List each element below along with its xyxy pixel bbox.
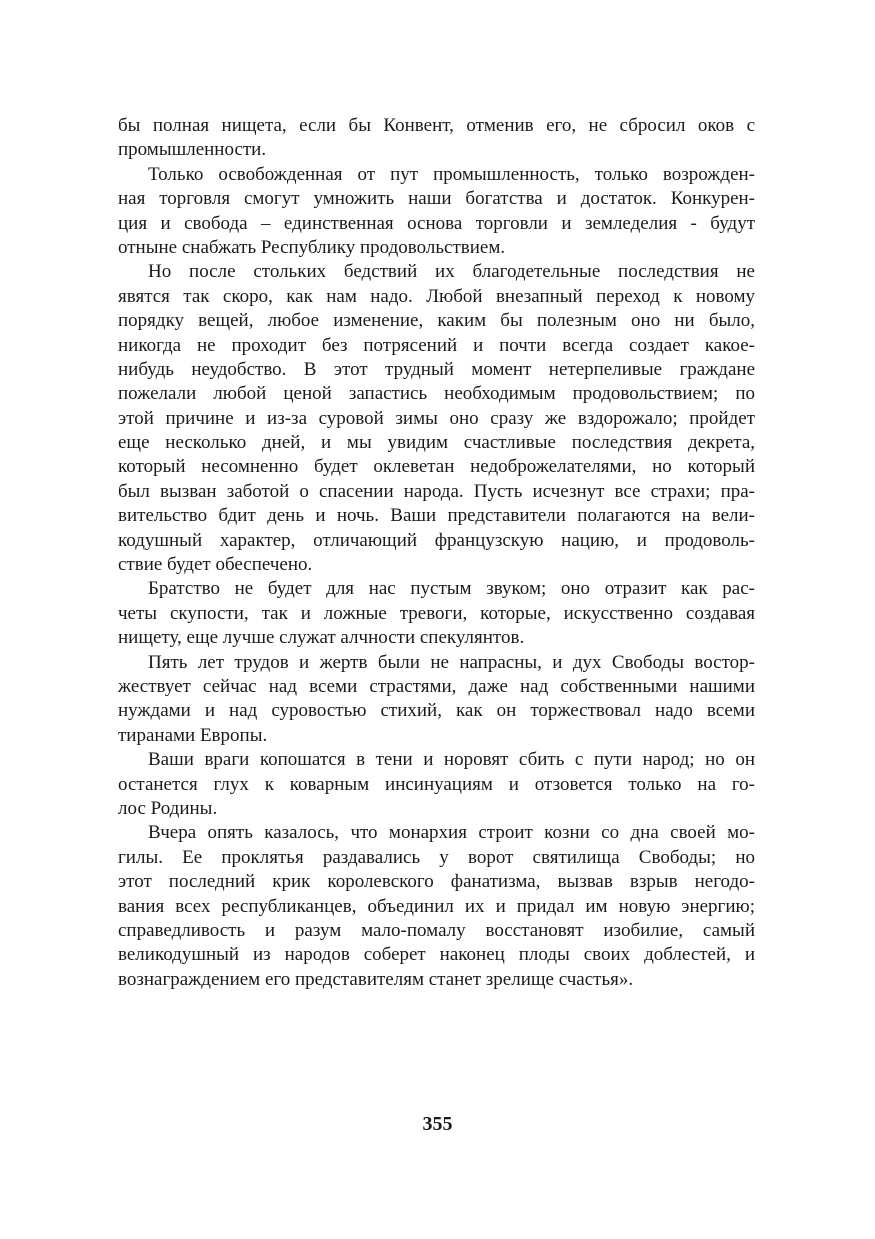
text-line: явятся так скоро, как нам надо. Любой внезапный переход к новому bbox=[118, 285, 755, 307]
text-line: Вчера опять казалось, что монархия строит козни со дна своей мо- bbox=[148, 822, 755, 844]
text-line: этой причине и из-за суровой зимы оно сразу же вздорожало; пройдет bbox=[118, 407, 755, 429]
text-line: четы скупости, так и ложные тревоги, которые, искусственно создавая bbox=[118, 602, 755, 624]
paragraph bbox=[118, 651, 755, 749]
text-line: который несомненно будет оклеветан недоброжелателями, но который bbox=[118, 456, 755, 478]
text-line: никогда не проходит без потрясений и почти всегда создает какое- bbox=[118, 334, 755, 356]
text-line: тиранами Европы. bbox=[118, 724, 268, 746]
text-line: этот последний крик королевского фанатизма, вызвав взрыв негодо- bbox=[118, 871, 755, 893]
text-line: нибудь неудобство. В этот трудный момент нетерпеливые граждане bbox=[118, 358, 755, 380]
text-line: промышленности. bbox=[118, 139, 267, 161]
text-line: останется глух к коварным инсинуациям и отзовется только на го- bbox=[118, 773, 755, 795]
paragraph bbox=[118, 577, 755, 650]
text-line: великодушный из народов соберет наконец плоды своих доблестей, и bbox=[118, 944, 755, 966]
paragraph bbox=[118, 748, 755, 821]
text-line: лос Родины. bbox=[118, 797, 218, 819]
text-line: вознаграждением его представителям станет зрелище счастья». bbox=[118, 968, 634, 990]
text-line: нуждами и над суровостью стихий, как он торжествовал надо всеми bbox=[118, 700, 755, 722]
text-line: жествует сейчас над всеми страстями, даже над собственными нашими bbox=[118, 675, 755, 697]
text-line: ствие будет обеспечено. bbox=[118, 554, 313, 576]
text-line: был вызван заботой о спасении народа. Пусть исчезнут все страхи; пра- bbox=[118, 480, 755, 502]
paragraph bbox=[118, 260, 755, 577]
text-line: ная торговля смогут умножить наши богатства и достаток. Конкурен- bbox=[118, 188, 755, 210]
text-line: бы полная нищета, если бы Конвент, отменив его, не сбросил оков с bbox=[118, 115, 755, 136]
text-line: вания всех республиканцев, объединил их и придал им новую энергию; bbox=[118, 895, 755, 917]
text-line: порядку вещей, любое изменение, каким бы полезным оно ни было, bbox=[118, 310, 755, 332]
text-line: Пять лет трудов и жертв были не напрасны, и дух Свободы востор- bbox=[148, 651, 755, 673]
text-line: Братство не будет для нас пустым звуком; оно отразит как рас- bbox=[148, 578, 755, 600]
paragraph bbox=[118, 114, 755, 163]
text-line: справедливость и разум мало-помалу восстановят изобилие, самый bbox=[118, 919, 755, 941]
text-line: отныне снабжать Республику продовольствием. bbox=[118, 236, 506, 258]
paragraph bbox=[118, 163, 755, 261]
text-line: Ваши враги копошатся в тени и норовят сбить с пути народ; но он bbox=[148, 749, 755, 771]
text-line: Но после стольких бедствий их благодетельные последствия не bbox=[148, 261, 755, 283]
text-line: Только освобожденная от пут промышленность, только возрожден- bbox=[148, 163, 755, 185]
text-line: нищету, еще лучше служат алчности спекулянтов. bbox=[118, 627, 525, 649]
paragraph bbox=[118, 821, 755, 992]
text-line: гилы. Ее проклятья раздавались у ворот святилища Свободы; но bbox=[118, 846, 755, 868]
text-line: пожелали любой ценой запастись необходимым продовольствием; по bbox=[118, 383, 755, 405]
text-line: ция и свобода – единственная основа торговли и земледелия - будут bbox=[118, 212, 755, 234]
text-line: вительство бдит день и ночь. Ваши представители полагаются на вели- bbox=[118, 505, 755, 527]
text-line: кодушный характер, отличающий французскую нацию, и продоволь- bbox=[118, 529, 755, 551]
page-body-text bbox=[118, 114, 755, 992]
page-number: 355 bbox=[422, 1113, 453, 1135]
text-line: еще несколько дней, и мы увидим счастливые последствия декрета, bbox=[118, 432, 755, 454]
